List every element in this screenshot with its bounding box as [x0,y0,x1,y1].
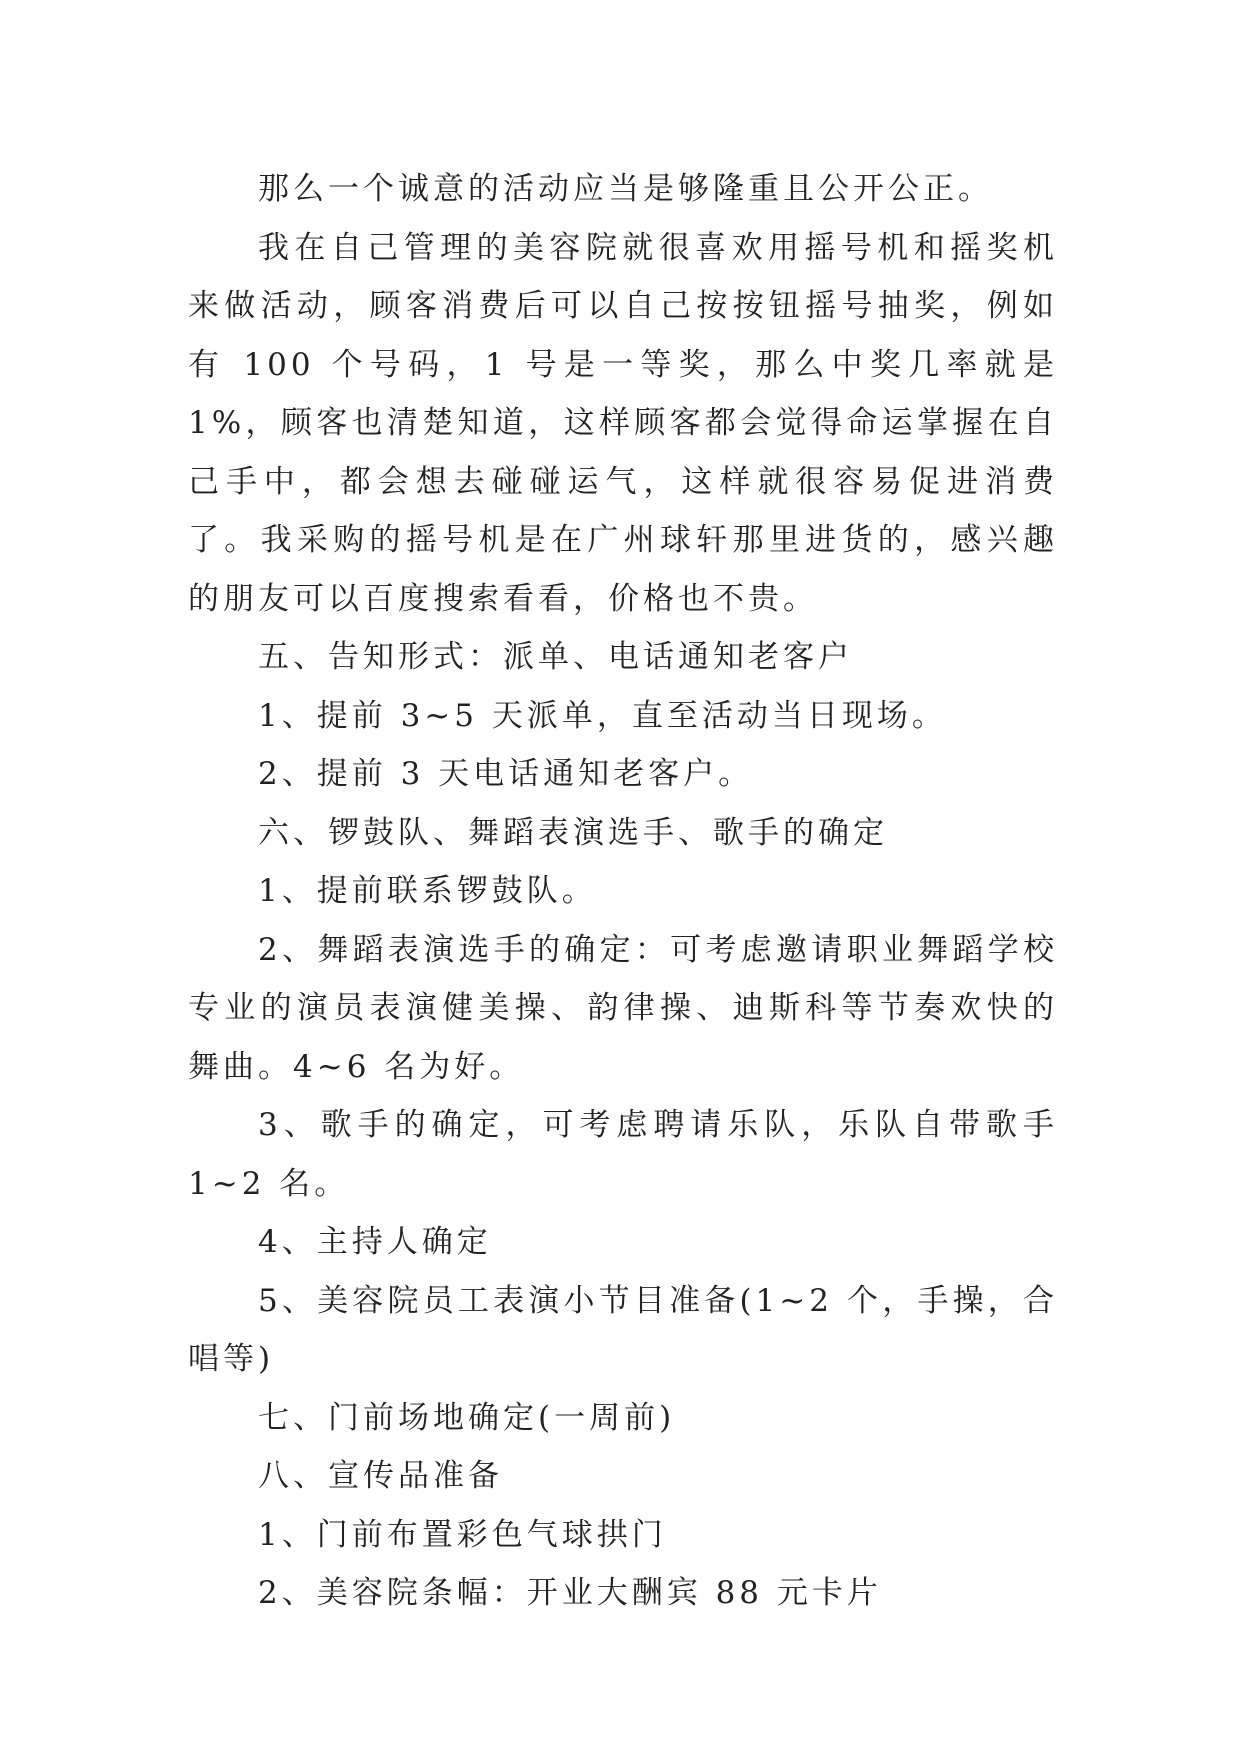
heading-notification-form: 五、告知形式：派单、电话通知老客户 [258,639,853,675]
list-item-flyers: 1、提前 3~5 天派单，直至活动当日现场。 [258,697,947,734]
document-body [188,160,1058,1623]
list-item-staff-show: 5、美容院员工表演小节目准备(1~2 个，手操，合唱等) [188,1282,1058,1377]
paragraph-lottery-machine: 我在自己管理的美容院就很喜欢用摇号机和摇奖机来做活动，顾客消费后可以自己按按钮摇号抽奖，例如有 100 个号码，1 号是一等奖，那么中奖几率就是 1%，顾客也清楚知道，这样顾客都会觉得命运掌握在自己手中，都会想去碰碰运气，这样就很容易促进消费了。我采购的摇号机是在广州球轩那里进货的，感兴趣的朋友可以百度搜索看看，价格也不贵。 [188,229,1058,617]
list-item-phone-notice: 2、提前 3 天电话通知老客户。 [258,756,754,792]
list-item-drum-team: 1、提前联系锣鼓队。 [258,873,597,909]
heading-venue: 七、门前场地确定(一周前) [258,1399,676,1436]
heading-promo-materials: 八、宣传品准备 [258,1458,503,1494]
list-item-banner: 2、美容院条幅：开业大酬宾 88 元卡片 [258,1575,882,1611]
list-item-host: 4、主持人确定 [258,1224,492,1260]
paragraph-ceremony: 那么一个诚意的活动应当是够隆重且公开公正。 [258,171,993,207]
list-item-dancers: 2、舞蹈表演选手的确定：可考虑邀请职业舞蹈学校专业的演员表演健美操、韵律操、迪斯科等节奏欢快的舞曲。4~6 名为好。 [188,931,1058,1085]
list-item-singers: 3、歌手的确定，可考虑聘请乐队，乐队自带歌手 1~2 名。 [188,1107,1058,1202]
list-item-balloon-arch: 1、门前布置彩色气球拱门 [258,1516,667,1553]
heading-performers: 六、锣鼓队、舞蹈表演选手、歌手的确定 [258,814,888,851]
